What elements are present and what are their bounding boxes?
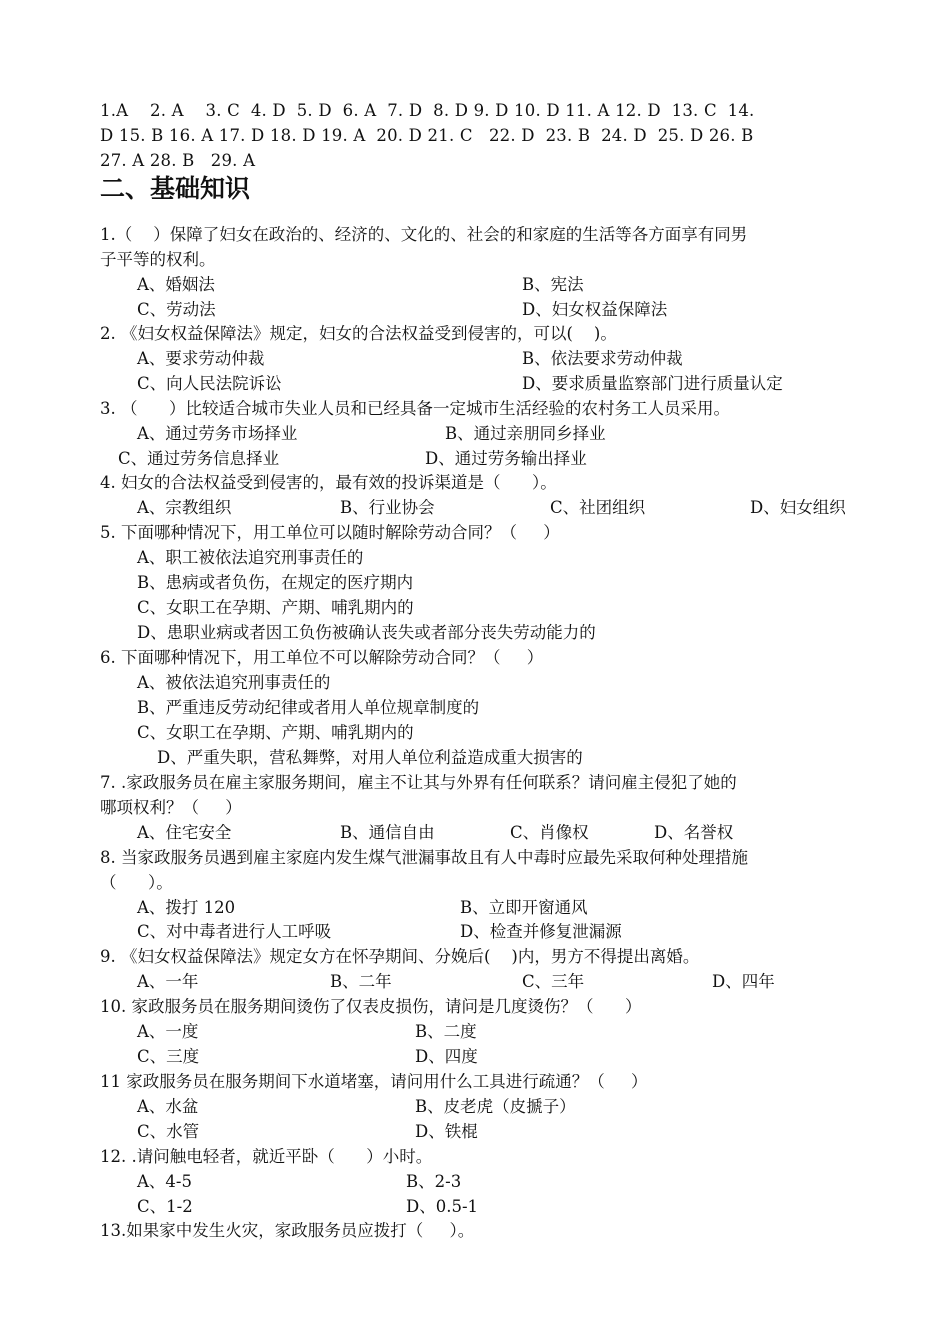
question-6: 6. 下面哪种情况下，用工单位不可以解除劳动合同？（ ）: [100, 648, 544, 667]
q2-option-c: C、向人民法院诉讼: [137, 374, 282, 393]
q6-option-a: A、被依法追究刑事责任的: [137, 673, 331, 692]
q1-option-c: C、劳动法: [137, 300, 216, 319]
q10-option-c: C、三度: [137, 1047, 200, 1066]
q9-option-b: B、二年: [330, 972, 392, 991]
answer-key-line-2: D 15. B 16. A 17. D 18. D 19. A 20. D 21. C 22. D 23. B 24. D 25. D 26. B: [100, 126, 754, 145]
q10-option-b: B、二度: [415, 1022, 477, 1041]
q6-option-d: D、严重失职，营私舞弊，对用人单位利益造成重大损害的: [157, 748, 583, 767]
q5-option-a: A、职工被依法追究刑事责任的: [137, 548, 364, 567]
question-3: 3. （ ）比较适合城市失业人员和已经具备一定城市生活经验的农村务工人员采用。: [100, 399, 730, 418]
question-4: 4. 妇女的合法权益受到侵害的，最有效的投诉渠道是（ ）。: [100, 473, 557, 492]
q8-option-b: B、立即开窗通风: [460, 898, 588, 917]
q4-option-a: A、宗教组织: [137, 498, 232, 517]
q3-option-d: D、通过劳务输出择业: [425, 449, 587, 468]
q8-option-a: A、拨打 120: [137, 898, 236, 917]
q11-option-a: A、水盆: [137, 1097, 199, 1116]
q2-option-a: A、要求劳动仲裁: [137, 349, 265, 368]
q5-option-c: C、女职工在孕期、产期、哺乳期内的: [137, 598, 414, 617]
q7-option-c: C、肖像权: [510, 823, 589, 842]
q1-option-a: A、婚姻法: [137, 275, 215, 294]
q12-option-c: C、1-2: [137, 1197, 193, 1216]
question-1-cont: 子平等的权利。: [100, 250, 216, 269]
q3-option-c: C、通过劳务信息择业: [118, 449, 280, 468]
q10-option-a: A、一度: [137, 1022, 199, 1041]
question-11: 11 家政服务员在服务期间下水道堵塞，请问用什么工具进行疏通？（ ）: [100, 1072, 648, 1091]
answer-key-line-3: 27. A 28. B 29. A: [100, 151, 256, 170]
q11-option-b: B、皮老虎（皮搋子）: [415, 1097, 576, 1116]
q3-option-b: B、通过亲朋同乡择业: [445, 424, 606, 443]
question-13: 13.如果家中发生火灾，家政服务员应拨打（ ）。: [100, 1221, 475, 1240]
question-12: 12. .请问触电轻者，就近平卧（ ）小时。: [100, 1147, 433, 1166]
q3-option-a: A、通过劳务市场择业: [137, 424, 298, 443]
q4-option-c: C、社团组织: [550, 498, 646, 517]
q9-option-c: C、三年: [522, 972, 585, 991]
q7-option-b: B、通信自由: [340, 823, 435, 842]
q1-option-b: B、宪法: [522, 275, 584, 294]
question-7: 7. .家政服务员在雇主家服务期间，雇主不让其与外界有任何联系？请问雇主侵犯了她的: [100, 773, 737, 792]
question-9: 9. 《妇女权益保障法》规定女方在怀孕期间、分娩后( )内，男方不得提出离婚。: [100, 947, 700, 966]
q5-option-d: D、患职业病或者因工负伤被确认丧失或者部分丧失劳动能力的: [137, 623, 596, 642]
question-5: 5. 下面哪种情况下，用工单位可以随时解除劳动合同？（ ）: [100, 523, 560, 542]
q10-option-d: D、四度: [415, 1047, 478, 1066]
answer-key-line-1: 1.A 2. A 3. C 4. D 5. D 6. A 7. D 8. D 9. D 10. D 11. A 12. D 13. C 14.: [100, 101, 755, 120]
question-10: 10. 家政服务员在服务期间烫伤了仅表皮损伤，请问是几度烫伤？（ ）: [100, 997, 642, 1016]
q4-option-d: D、妇女组织: [750, 498, 846, 517]
q1-option-d: D、妇女权益保障法: [522, 300, 668, 319]
q12-option-b: B、2-3: [406, 1172, 462, 1191]
q6-option-c: C、女职工在孕期、产期、哺乳期内的: [137, 723, 414, 742]
q12-option-a: A、4-5: [137, 1172, 192, 1191]
q12-option-d: D、0.5-1: [406, 1197, 479, 1216]
question-7-cont: 哪项权利？（ ）: [100, 798, 242, 817]
q5-option-b: B、患病或者负伤，在规定的医疗期内: [137, 573, 414, 592]
q7-option-a: A、住宅安全: [137, 823, 232, 842]
q8-option-c: C、对中毒者进行人工呼吸: [137, 922, 332, 941]
q6-option-b: B、严重违反劳动纪律或者用人单位规章制度的: [137, 698, 480, 717]
q8-option-d: D、检查并修复泄漏源: [460, 922, 622, 941]
q7-option-d: D、名誉权: [654, 823, 734, 842]
q11-option-d: D、铁棍: [415, 1122, 478, 1141]
question-8-cont: （ ）。: [100, 873, 173, 892]
q4-option-b: B、行业协会: [340, 498, 435, 517]
q2-option-b: B、依法要求劳动仲裁: [522, 349, 683, 368]
q9-option-a: A、一年: [137, 972, 199, 991]
question-8: 8. 当家政服务员遇到雇主家庭内发生煤气泄漏事故且有人中毒时应最先采取何种处理措施: [100, 848, 748, 867]
question-1: 1.（ ）保障了妇女在政治的、经济的、文化的、社会的和家庭的生活等各方面享有同男: [100, 225, 748, 244]
q2-option-d: D、要求质量监察部门进行质量认定: [522, 374, 783, 393]
q9-option-d: D、四年: [712, 972, 775, 991]
question-2: 2. 《妇女权益保障法》规定，妇女的合法权益受到侵害的，可以( )。: [100, 324, 617, 343]
q11-option-c: C、水管: [137, 1122, 200, 1141]
section-title: 二、基础知识: [100, 174, 251, 203]
